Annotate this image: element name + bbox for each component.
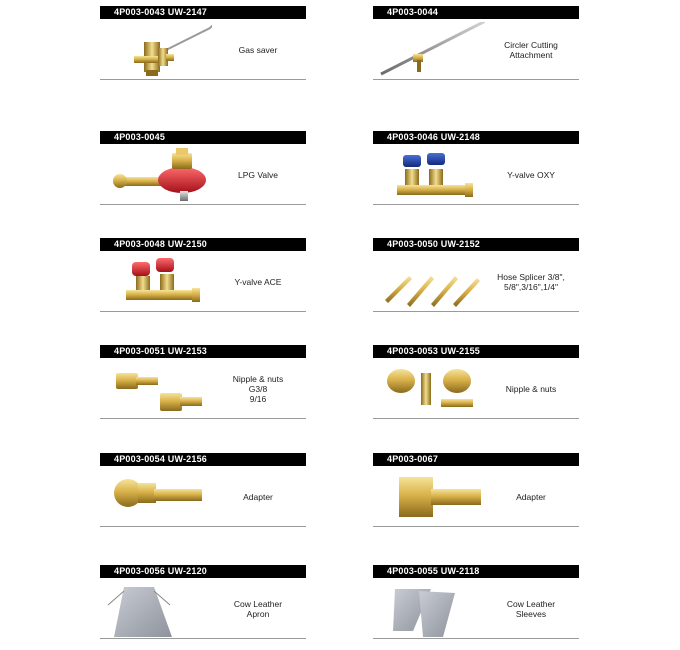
y-valve-oxy-icon bbox=[379, 147, 485, 203]
y-valve-ace-icon bbox=[106, 254, 212, 310]
product-label: Y-valve ACE bbox=[234, 277, 282, 287]
product-code: 4P003-0067 bbox=[373, 453, 579, 466]
product-label: Adapter bbox=[516, 492, 546, 502]
product-label: Y-valve OXY bbox=[507, 170, 555, 180]
product-card bbox=[373, 565, 579, 640]
product-code: 4P003-0048 UW-2150 bbox=[100, 238, 306, 251]
product-card bbox=[100, 345, 306, 420]
product-card bbox=[100, 565, 306, 640]
nipple-nuts-set-icon bbox=[379, 361, 485, 417]
product-card bbox=[373, 345, 579, 420]
circle-cutting-attachment-icon bbox=[379, 22, 485, 78]
product-card bbox=[100, 453, 306, 528]
product-card bbox=[373, 238, 579, 313]
product-code: 4P003-0056 UW-2120 bbox=[100, 565, 306, 578]
product-label: LPG Valve bbox=[237, 170, 278, 180]
hose-splicer-icon bbox=[379, 254, 485, 310]
product-code: 4P003-0045 bbox=[100, 131, 306, 144]
product-code: 4P003-0046 UW-2148 bbox=[373, 131, 579, 144]
product-card bbox=[373, 6, 579, 81]
adapter-icon bbox=[106, 469, 212, 525]
lpg-valve-icon bbox=[106, 147, 212, 203]
adapter-straight-icon bbox=[379, 469, 485, 525]
product-card bbox=[100, 6, 306, 81]
leather-apron-icon bbox=[106, 581, 212, 637]
nipple-nuts-icon bbox=[106, 361, 212, 417]
product-code: 4P003-0050 UW-2152 bbox=[373, 238, 579, 251]
product-label: Gas saver bbox=[238, 45, 278, 55]
product-card bbox=[373, 131, 579, 206]
product-code: 4P003-0043 UW-2147 bbox=[100, 6, 306, 19]
product-label: Cow Leather Apron bbox=[233, 599, 283, 619]
product-code: 4P003-0055 UW-2118 bbox=[373, 565, 579, 578]
product-label: Nipple & nuts G3/8 9/16 bbox=[232, 374, 284, 404]
product-label: Cow Leather Sleeves bbox=[506, 599, 556, 619]
product-code: 4P003-0051 UW-2153 bbox=[100, 345, 306, 358]
product-label: Circler Cutting Attachment bbox=[504, 40, 558, 60]
gas-saver-icon bbox=[106, 22, 212, 78]
leather-sleeves-icon bbox=[379, 581, 485, 637]
product-card bbox=[100, 238, 306, 313]
product-label: Adapter bbox=[243, 492, 273, 502]
product-card bbox=[373, 453, 579, 528]
product-code: 4P003-0044 bbox=[373, 6, 579, 19]
product-code: 4P003-0054 UW-2156 bbox=[100, 453, 306, 466]
product-label: Hose Splicer 3/8", 5/8",3/16",1/4" bbox=[497, 272, 565, 292]
product-code: 4P003-0053 UW-2155 bbox=[373, 345, 579, 358]
product-card bbox=[100, 131, 306, 206]
product-label: Nipple & nuts bbox=[505, 384, 557, 394]
